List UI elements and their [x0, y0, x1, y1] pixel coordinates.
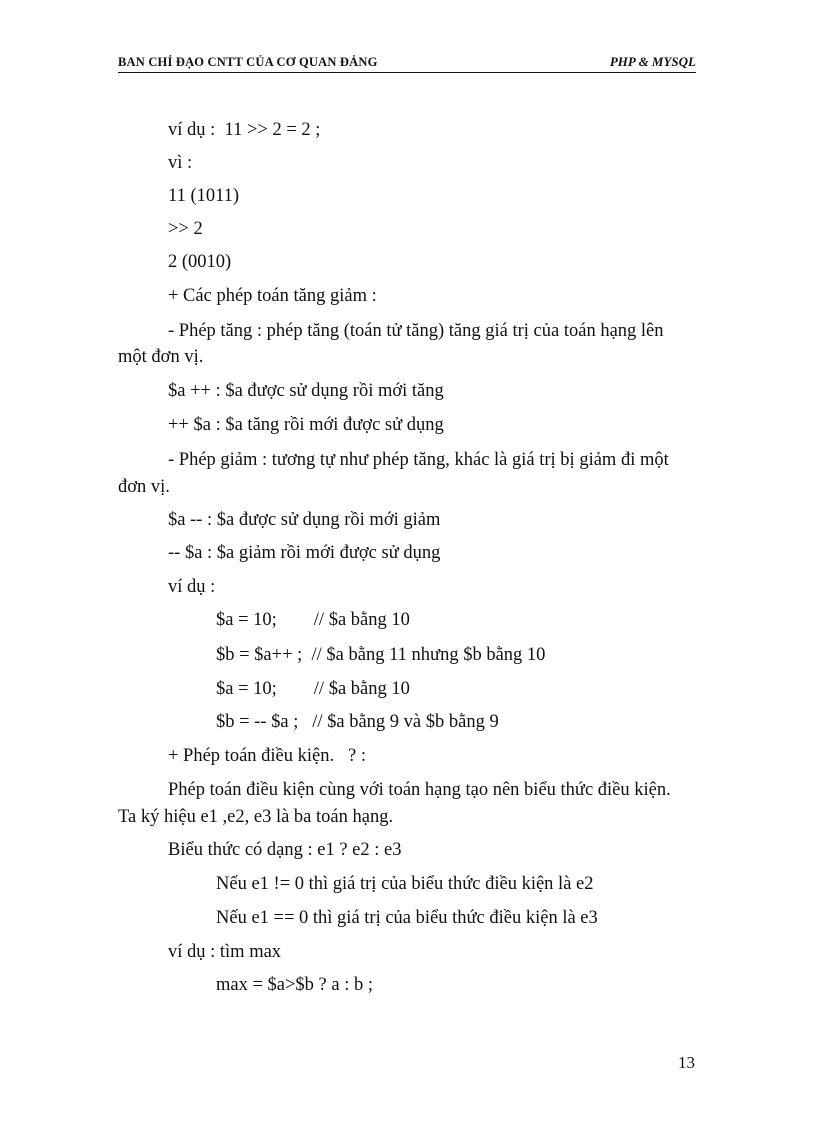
code-line: max = $a>$b ? a : b ;: [216, 975, 374, 995]
text-line: - Phép giảm : tương tự như phép tăng, khác là giá trị bị giảm đi một: [168, 450, 669, 470]
text-line: Ta ký hiệu e1 ,e2, e3 là ba toán hạng.: [118, 807, 394, 827]
text-line: Nếu e1 == 0 thì giá trị của biểu thức điều kiện là e3: [216, 908, 598, 928]
header-book-title: PHP & MYSQL: [609, 54, 696, 69]
code-line: $a = 10; // $a bằng 10: [216, 610, 410, 630]
text-line: + Các phép toán tăng giảm :: [168, 286, 377, 306]
code-line: $b = -- $a ; // $a bằng 9 và $b bằng 9: [216, 712, 499, 732]
text-line: -- $a : $a giảm rồi mới được sử dụng: [168, 543, 441, 563]
text-line: đơn vị.: [118, 477, 170, 497]
text-line: một đơn vị.: [118, 347, 204, 367]
text-line: vì :: [168, 153, 193, 173]
text-line: $a -- : $a được sử dụng rồi mới giảm: [168, 510, 441, 530]
text-line: + Phép toán điều kiện. ? :: [168, 746, 366, 766]
text-line: Biểu thức có dạng : e1 ? e2 : e3: [168, 840, 402, 860]
text-line: ví dụ : 11 >> 2 = 2 ;: [168, 120, 321, 140]
code-line: $b = $a++ ; // $a bằng 11 nhưng $b bằng 10: [216, 645, 546, 665]
text-line: ++ $a : $a tăng rồi mới được sử dụng: [168, 415, 444, 435]
text-line: - Phép tăng : phép tăng (toán tử tăng) tăng giá trị của toán hạng lên: [168, 321, 664, 341]
page-number: 13: [678, 1053, 695, 1072]
text-line: 2 (0010): [168, 252, 232, 272]
text-line: ví dụ : tìm max: [168, 942, 282, 962]
text-line: $a ++ : $a được sử dụng rồi mới tăng: [168, 381, 444, 401]
text-line: ví dụ :: [168, 577, 216, 597]
header-rule: [118, 72, 696, 73]
code-line: $a = 10; // $a bằng 10: [216, 679, 410, 699]
text-line: 11 (1011): [168, 186, 240, 206]
text-line: Nếu e1 != 0 thì giá trị của biểu thức điều kiện là e2: [216, 874, 594, 894]
page-header: [118, 51, 696, 73]
text-line: >> 2: [168, 219, 203, 239]
header-organization: BAN CHỈ ĐẠO CNTT CỦA CƠ QUAN ĐẢNG: [118, 55, 378, 69]
text-line: Phép toán điều kiện cùng với toán hạng tạo nên biểu thức điều kiện.: [168, 780, 671, 800]
